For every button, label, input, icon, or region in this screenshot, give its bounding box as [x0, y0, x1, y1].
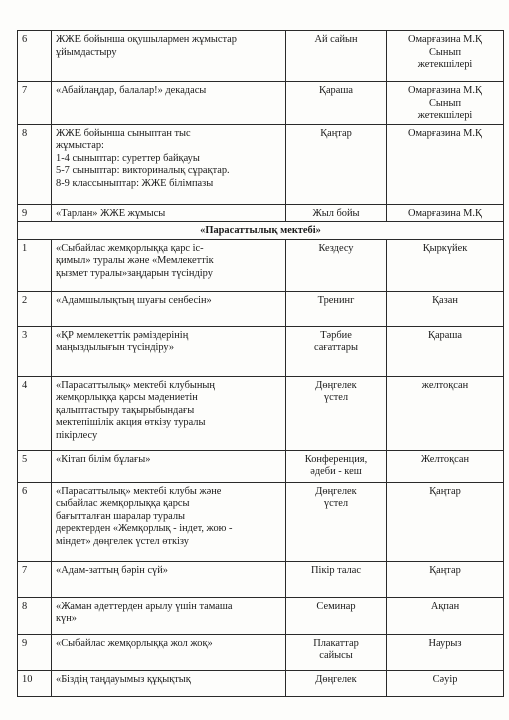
table-row — [18, 634, 504, 670]
responsible-cell-line: Омарғазина М.Қ — [408, 34, 482, 45]
form-cell — [286, 670, 387, 696]
event-cell-line: «Адам-заттың бәрін сүй» — [56, 564, 169, 576]
event-cell-line: ЖЖЕ бойынша оқушылармен жұмыстар — [56, 34, 237, 45]
event-cell — [52, 82, 286, 125]
event-cell-line: қимыл» туралы және «Мемлекеттік — [56, 255, 214, 266]
event-cell-line: бағытталған шаралар туралы — [56, 510, 186, 522]
time-cell — [387, 239, 504, 291]
event-cell-line: 5-7 сыныптар: викториналық сұрақтар. — [56, 165, 230, 176]
table-row — [18, 597, 504, 634]
row-number: 6 — [18, 482, 52, 561]
table-row — [18, 239, 504, 291]
form-cell-line: Қаңтар — [320, 127, 352, 139]
row-number: 3 — [18, 326, 52, 376]
event-cell — [52, 376, 286, 450]
table-body-top — [18, 31, 504, 222]
time-cell — [387, 670, 504, 696]
responsible-cell-line: Омарғазина М.Қ — [408, 127, 482, 139]
table-body-bottom — [18, 239, 504, 696]
time-cell-line: Желтоқсан — [420, 453, 470, 465]
responsible-cell — [387, 82, 504, 125]
form-cell-line: Қараша — [319, 85, 353, 96]
row-number: 5 — [18, 450, 52, 482]
responsible-cell — [387, 204, 504, 222]
form-cell-line: сағаттары — [314, 342, 358, 353]
event-cell-line: «ҚР мемлекеттік рәміздерінің — [56, 329, 189, 341]
event-cell — [52, 634, 286, 670]
responsible-cell-line: жетекшілері — [417, 110, 473, 121]
event-cell-line: «Парасаттылық» мектебі клубы және — [56, 485, 222, 497]
section-title: «Парасаттылық мектебі» — [18, 222, 504, 240]
responsible-cell — [387, 31, 504, 82]
table-row — [18, 450, 504, 482]
table-row — [18, 670, 504, 696]
time-cell-line: Қаңтар — [429, 564, 461, 576]
event-cell — [52, 482, 286, 561]
table-row — [18, 482, 504, 561]
time-cell — [387, 450, 504, 482]
responsible-cell-line: Омарғазина М.Қ — [408, 207, 482, 219]
event-cell-line: 1-4 сыныптар: суреттер байқауы — [56, 152, 200, 164]
row-number: 8 — [18, 597, 52, 634]
row-number: 8 — [18, 124, 52, 204]
form-cell — [286, 561, 387, 597]
table-row — [18, 204, 504, 222]
form-cell — [286, 204, 387, 222]
form-cell-line: Плакаттар — [313, 637, 359, 649]
event-cell — [52, 239, 286, 291]
time-cell-line: Наурыз — [428, 637, 462, 649]
event-cell-line: «Біздің таңдауымыз құқықтық — [56, 673, 191, 685]
form-cell — [286, 82, 387, 125]
row-number: 7 — [18, 82, 52, 125]
table-row — [18, 124, 504, 204]
form-cell-line: сайысы — [319, 650, 353, 661]
form-cell-line: Дөңгелек — [315, 485, 357, 497]
event-cell-line: «Парасаттылық» мектебі клубының — [56, 379, 215, 391]
event-cell-line: ЖЖЕ бойынша сыныптан тыс — [56, 127, 191, 139]
event-cell-line: «Абайлаңдар, балалар!» декадасы — [56, 85, 207, 96]
event-cell-line: ұйымдастыру — [56, 46, 117, 58]
form-cell — [286, 450, 387, 482]
event-cell-line: «Адамшылықтың шуағы сенбесін» — [56, 294, 212, 306]
row-number: 2 — [18, 291, 52, 326]
form-cell-line: Ай сайын — [314, 34, 358, 45]
form-cell — [286, 634, 387, 670]
row-number: 1 — [18, 239, 52, 291]
form-cell-line: үстел — [323, 498, 349, 509]
table-row — [18, 291, 504, 326]
time-cell-line: Қыркүйек — [422, 242, 468, 254]
form-cell — [286, 376, 387, 450]
table-row — [18, 326, 504, 376]
responsible-cell-line: жетекшілері — [417, 59, 473, 70]
form-cell-line: Жыл бойы — [312, 207, 360, 219]
event-cell-line: маңыздылығын түсіндіру» — [56, 342, 175, 353]
time-cell — [387, 634, 504, 670]
event-cell — [52, 561, 286, 597]
event-cell — [52, 450, 286, 482]
event-cell — [52, 124, 286, 204]
form-cell-line: Дөңгелек — [315, 379, 357, 391]
row-number: 9 — [18, 204, 52, 222]
time-cell-line: Қазан — [432, 294, 458, 306]
responsible-cell — [387, 124, 504, 204]
event-cell-line: міндет» дөңгелек үстел өткізу — [56, 535, 189, 547]
form-cell — [286, 597, 387, 634]
row-number: 10 — [18, 670, 52, 696]
form-cell — [286, 482, 387, 561]
event-cell — [52, 326, 286, 376]
event-cell — [52, 291, 286, 326]
time-cell — [387, 482, 504, 561]
section-header — [18, 222, 504, 240]
form-cell — [286, 31, 387, 82]
responsible-cell-line: Сынып — [428, 97, 461, 109]
time-cell-line: Қараша — [428, 329, 462, 341]
table-row — [18, 31, 504, 82]
event-cell — [52, 670, 286, 696]
table-row — [18, 561, 504, 597]
form-cell-line: Семинар — [316, 600, 356, 612]
form-cell — [286, 124, 387, 204]
event-cell-line: пікірлесу — [56, 429, 98, 441]
time-cell — [387, 561, 504, 597]
form-cell-line: Кездесу — [318, 242, 354, 254]
form-cell-line: Пікір талас — [311, 564, 361, 576]
responsible-cell-line: Сынып — [428, 46, 461, 58]
event-cell-line: мектепішілік акция өткізу туралы — [56, 417, 206, 428]
event-cell-line: жемқорлыққа қарсы мәдениетін — [56, 392, 198, 403]
form-cell-line: Тәрбие — [320, 329, 352, 341]
event-cell-line: деректерден «Жемқорлық - індет, жою - — [56, 523, 233, 534]
time-cell — [387, 326, 504, 376]
event-cell-line: «Сыбайлас жемқорлыққа жол жоқ» — [56, 637, 213, 649]
time-cell-line: желтоқсан — [421, 379, 469, 391]
time-cell — [387, 597, 504, 634]
form-cell-line: Дөңгелек — [315, 673, 357, 685]
form-cell-line: Тренинг — [317, 294, 355, 306]
form-cell — [286, 291, 387, 326]
table-row — [18, 82, 504, 125]
plan-table — [17, 30, 504, 697]
event-cell-line: 8-9 классыныптар: ЖЖЕ білімпазы — [56, 177, 214, 189]
form-cell-line: үстел — [323, 392, 349, 403]
event-cell — [52, 597, 286, 634]
form-cell-line: әдеби - кеш — [310, 466, 362, 477]
form-cell — [286, 326, 387, 376]
time-cell-line: Ақпан — [430, 600, 460, 612]
event-cell-line: сыбайлас жемқорлыққа қарсы — [56, 498, 190, 509]
event-cell-line: күн» — [56, 613, 77, 624]
row-number: 7 — [18, 561, 52, 597]
time-cell — [387, 376, 504, 450]
event-cell — [52, 31, 286, 82]
event-cell-line: «Жаман әдеттерден арылу үшін тамаша — [56, 600, 233, 612]
row-number: 4 — [18, 376, 52, 450]
form-cell-line: Конференция, — [304, 453, 368, 465]
event-cell-line: «Кітап білім бұлағы» — [56, 453, 151, 465]
event-cell-line: қалыптастыру тақырыбындағы — [56, 404, 195, 416]
event-cell — [52, 204, 286, 222]
event-cell-line: «Сыбайлас жемқорлыққа қарс іс- — [56, 242, 204, 254]
time-cell — [387, 291, 504, 326]
time-cell-line: Қаңтар — [429, 485, 461, 497]
time-cell-line: Сәуір — [432, 673, 458, 685]
row-number: 9 — [18, 634, 52, 670]
table-row — [18, 376, 504, 450]
row-number: 6 — [18, 31, 52, 82]
event-cell-line: «Тарлан» ЖЖЕ жұмысы — [56, 207, 166, 219]
event-cell-line: жұмыстар: — [56, 140, 104, 151]
form-cell — [286, 239, 387, 291]
responsible-cell-line: Омарғазина М.Қ — [408, 85, 482, 96]
event-cell-line: қызмет туралы»заңдарын түсіндіру — [56, 267, 213, 279]
